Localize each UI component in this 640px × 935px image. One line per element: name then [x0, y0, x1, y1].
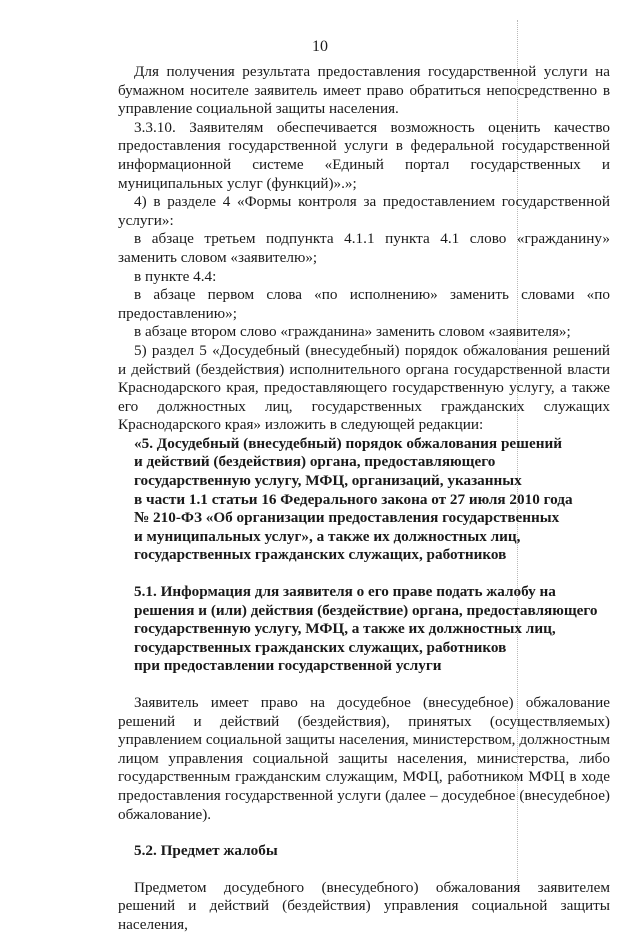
paragraph: 4) в разделе 4 «Формы контроля за предоставлением государственной услуги»:: [118, 193, 610, 229]
section-5-heading: [118, 435, 610, 565]
heading-line: государственную услугу, МФЦ, организаций, указанных: [134, 472, 522, 490]
heading-line: «5. Досудебный (внесудебный) порядок обжалования решений: [134, 434, 562, 452]
heading-line: № 210-ФЗ «Об организации предоставления государственных: [134, 509, 560, 527]
heading-line: и действий (бездействия) органа, предоставляющего: [134, 453, 496, 471]
section-5-2-heading: [118, 842, 610, 861]
heading-line: и муниципальных услуг», а также их должностных лиц,: [134, 527, 521, 545]
paragraph: в абзаце первом слова «по исполнению» заменить словами «по предоставлению»;: [118, 286, 610, 322]
paragraph: Для получения результата предоставления государственной услуги на бумажном носителе заявитель имеет право обратиться непосредственно в управление социальной защиты населения.: [118, 63, 610, 118]
heading-line: в части 1.1 статьи 16 Федерального закона от 27 июля 2010 года: [134, 490, 573, 508]
document-body: [118, 63, 610, 935]
heading-line: 5.2. Предмет жалобы: [134, 842, 278, 860]
paragraph: в абзаце третьем подпункта 4.1.1 пункта 4.1 слово «гражданину» заменить словом «заявителю»;: [118, 230, 610, 266]
heading-line: при предоставлении государственной услуги: [134, 657, 442, 675]
page-number: 10: [312, 38, 328, 55]
heading-line: 5.1. Информация для заявителя о его праве подать жалобу на: [134, 583, 556, 601]
section-5-1-heading: [118, 583, 610, 676]
section-5-1-text: Заявитель имеет право на досудебное (внесудебное) обжалование решений и действий (бездействия), принятых (осуществляемых) управлением социальной защиты населения, министерством, должностным лицом управления социальной защиты населения, министерства, либо государственным гражданским служащим, МФЦ, работником МФЦ в ходе предоставления государственной услуги (далее – досудебное (внесудебное) обжалование).: [118, 694, 610, 823]
paragraph: в абзаце втором слово «гражданина» заменить словом «заявителя»;: [134, 323, 571, 341]
paragraph: 5) раздел 5 «Досудебный (внесудебный) порядок обжалования решений и действий (бездействия) исполнительного органа государственной власти Краснодарского края, предоставляющего государственную услугу, а также его должностных лиц, государственных гражданских служащих Краснодарского края» изложить в следующей редакции:: [118, 341, 610, 434]
heading-line: решения и (или) действия (бездействие) органа, предоставляющего: [134, 601, 598, 619]
paragraph: 3.3.10. Заявителям обеспечивается возможность оценить качество предоставления государственной услуги в федеральной государственной информационной системе «Единый портал государственных и муниципальных услуг (функций)».»;: [118, 118, 610, 192]
section-5-2-text: Предметом досудебного (внесудебного) обжалования заявителем решений и действий (бездействия) управления социальной защиты населения,: [118, 878, 610, 933]
heading-line: государственных гражданских служащих, работников: [134, 638, 507, 656]
paragraph: в пункте 4.4:: [134, 267, 217, 285]
heading-line: государственную услугу, МФЦ, а также их должностных лиц,: [134, 620, 556, 638]
heading-line: государственных гражданских служащих, работников: [134, 546, 507, 564]
